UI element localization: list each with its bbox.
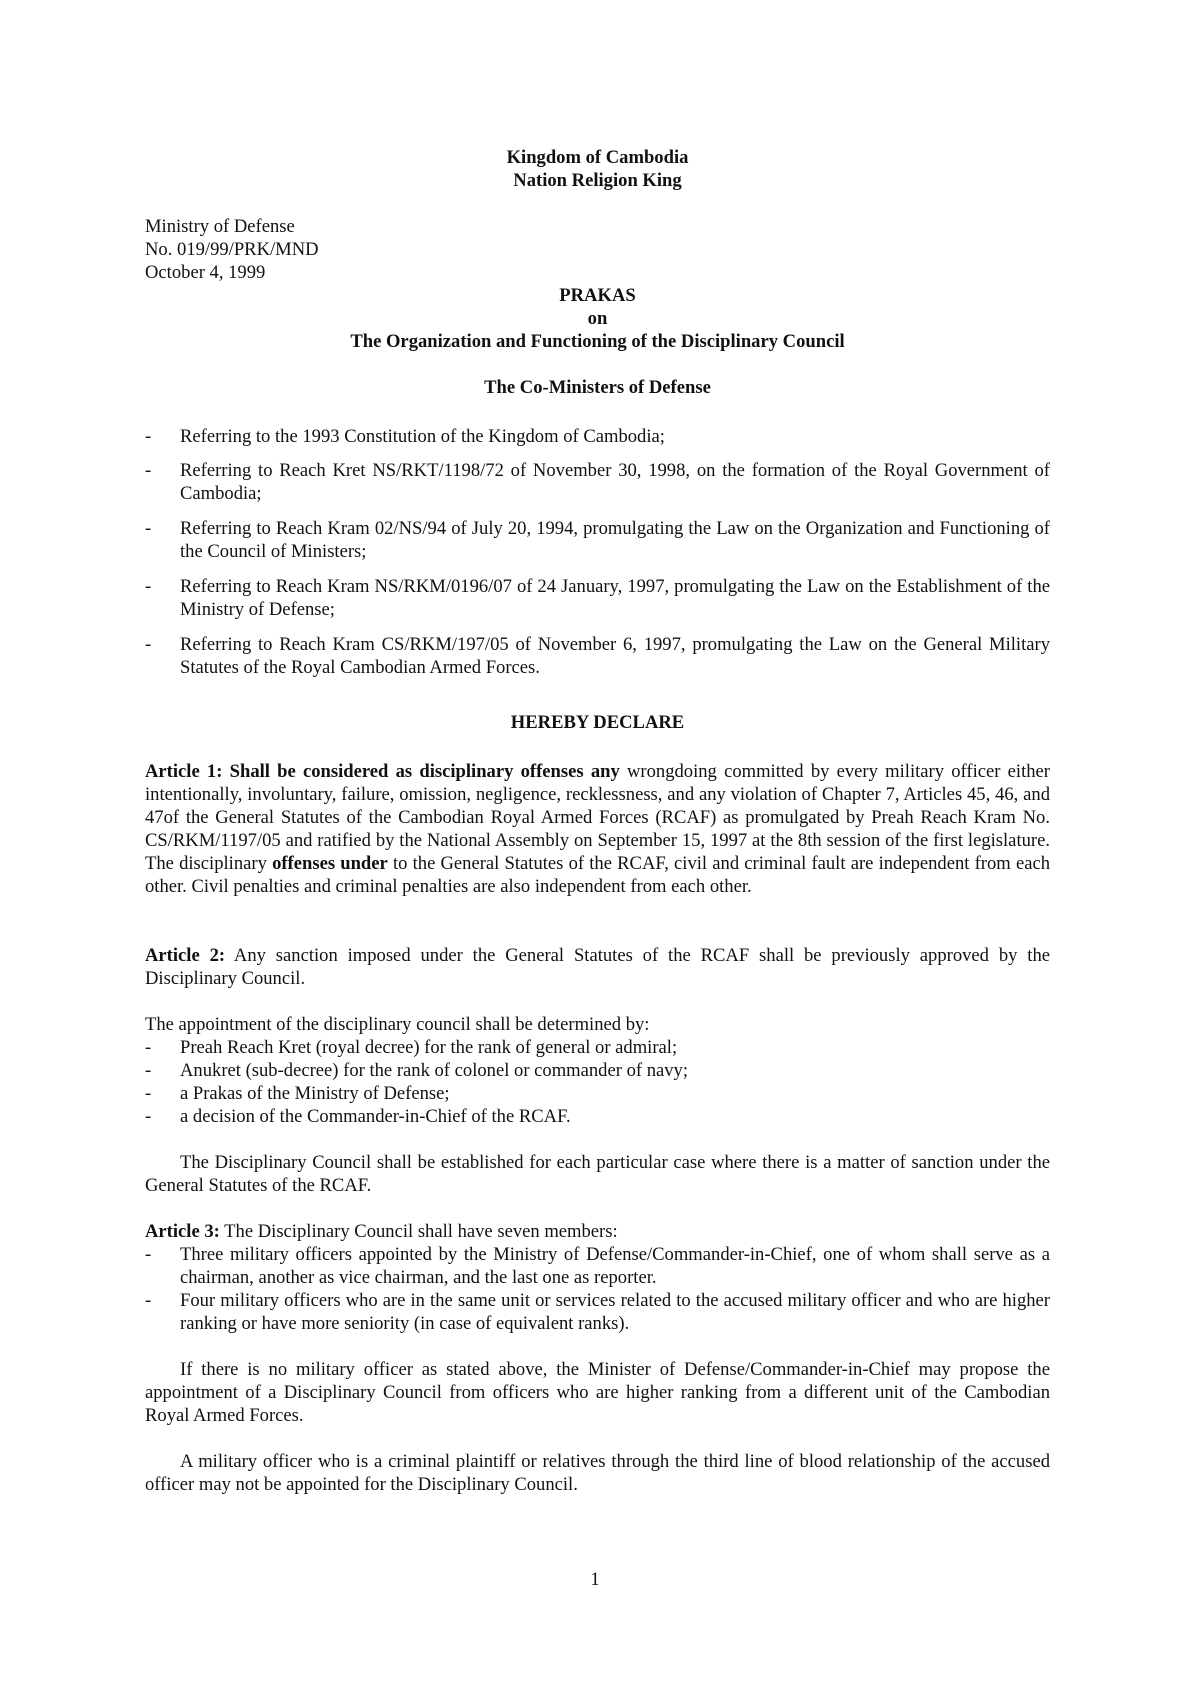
reference-text: Referring to the 1993 Constitution of the Kingdom of Cambodia;	[180, 426, 665, 447]
member-item-text: Three military officers appointed by the Ministry of Defense/Commander-in-Chief, one of whom shall serve as a chairman, another as vice chairman, and the last one as reporter.	[180, 1244, 1050, 1288]
appointment-item-text: a Prakas of the Ministry of Defense;	[180, 1083, 450, 1104]
list-item	[145, 1059, 1050, 1082]
issuer-date: October 4, 1999	[145, 262, 266, 283]
article-1-lead-any: any	[583, 761, 620, 782]
list-dash: -	[145, 518, 152, 539]
list-dash: -	[145, 1037, 152, 1058]
reference-item	[145, 425, 1050, 448]
motto-heading: Nation Religion King	[513, 170, 682, 191]
reference-item	[145, 575, 1050, 621]
appointment-intro: The appointment of the disciplinary council shall be determined by:	[145, 1014, 650, 1035]
list-dash: -	[145, 576, 152, 597]
article-3-lead: Article 3:	[145, 1221, 220, 1242]
list-item	[145, 1105, 1050, 1128]
list-dash: -	[145, 1083, 152, 1104]
declare-heading: HEREBY DECLARE	[510, 712, 685, 733]
no-officer-paragraph: If there is no military officer as stated above, the Minister of Defense/Commander-in-Chief may propose the appointment of a Disciplinary Council from officers who are higher ranking from a different unit of the Cambodian Royal Armed Forces.	[145, 1359, 1050, 1426]
reference-item	[145, 633, 1050, 679]
article-1-lead: Article 1: Shall be considered as disciplinary	[145, 761, 521, 782]
reference-item	[145, 459, 1050, 505]
reference-text: Referring to Reach Kret NS/RKT/1198/72 of November 30, 1998, on the formation of the Royal Government of Cambodia;	[180, 460, 1050, 504]
title-connector: on	[587, 308, 608, 329]
council-established-paragraph: The Disciplinary Council shall be established for each particular case where there is a matter of sanction under the General Statutes of the RCAF.	[145, 1152, 1050, 1196]
list-item	[145, 1243, 1050, 1289]
list-item	[145, 1289, 1050, 1335]
article-1-text-b: to the General Statutes of the RCAF, civil and criminal fault are independent from each other. Civil penalties and criminal penalties are also independent from each other.	[145, 853, 1050, 897]
article-1-paragraph	[145, 760, 1050, 898]
article-3-paragraph	[145, 1220, 1050, 1243]
reference-text: Referring to Reach Kram CS/RKM/197/05 of November 6, 1997, promulgating the Law on the General Military Statutes of the Royal Cambodian Armed Forces.	[180, 634, 1050, 678]
article-3-text: The Disciplinary Council shall have seven members:	[219, 1221, 618, 1242]
appointment-item-text: a decision of the Commander-in-Chief of the RCAF.	[180, 1106, 571, 1127]
document-title: The Organization and Functioning of the Disciplinary Council	[350, 331, 845, 352]
list-dash: -	[145, 1106, 152, 1127]
list-item	[145, 1036, 1050, 1059]
reference-text: Referring to Reach Kram 02/NS/94 of July 20, 1994, promulgating the Law on the Organization and Functioning of the Council of Ministers;	[180, 518, 1050, 562]
kingdom-heading: Kingdom of Cambodia	[506, 147, 689, 168]
article-1-text-a: wrongdoing committed by every military officer either intentionally, involuntary, failure, omission, negligence, recklessness, and any violation of Chapter 7, Articles 45, 46, and 47of the General Statutes of the Cambodian Royal Armed Forces (RCAF) as promulgated by Preah Reach Kram No. CS/RKM/1197/05 and ratified by the National Assembly on September 15, 1997 at the 8th session of the first legislature. The disciplinary	[145, 761, 1050, 874]
reference-item	[145, 517, 1050, 563]
document-type: PRAKAS	[559, 285, 636, 306]
list-dash: -	[145, 460, 152, 481]
reference-text: Referring to Reach Kram NS/RKM/0196/07 of 24 January, 1997, promulgating the Law on the Establishment of the Ministry of Defense;	[180, 576, 1050, 620]
list-dash: -	[145, 634, 152, 655]
issuer-number: No. 019/99/PRK/MND	[145, 239, 319, 260]
authority-heading: The Co-Ministers of Defense	[484, 377, 711, 398]
list-dash: -	[145, 1290, 152, 1311]
member-item-text: Four military officers who are in the same unit or services related to the accused military officer and who are higher ranking or have more seniority (in case of equivalent ranks).	[180, 1290, 1050, 1334]
list-dash: -	[145, 426, 152, 447]
issuer-ministry: Ministry of Defense	[145, 216, 295, 237]
list-dash: -	[145, 1244, 152, 1265]
page-number: 1	[590, 1569, 600, 1590]
plaintiff-paragraph: A military officer who is a criminal plaintiff or relatives through the third line of blood relationship of the accused officer may not be appointed for the Disciplinary Council.	[145, 1451, 1050, 1495]
article-2-text: Any sanction imposed under the General Statutes of the RCAF shall be previously approved by the Disciplinary Council.	[145, 945, 1050, 989]
list-dash: -	[145, 1060, 152, 1081]
article-1-lead-offenses: offenses	[520, 761, 584, 782]
article-1-bold-mid: offenses under	[272, 853, 388, 874]
list-item	[145, 1082, 1050, 1105]
appointment-item-text: Anukret (sub-decree) for the rank of colonel or commander of navy;	[180, 1060, 689, 1081]
article-2-lead: Article 2:	[145, 945, 226, 966]
article-2-paragraph	[145, 944, 1050, 990]
appointment-item-text: Preah Reach Kret (royal decree) for the rank of general or admiral;	[180, 1037, 678, 1058]
